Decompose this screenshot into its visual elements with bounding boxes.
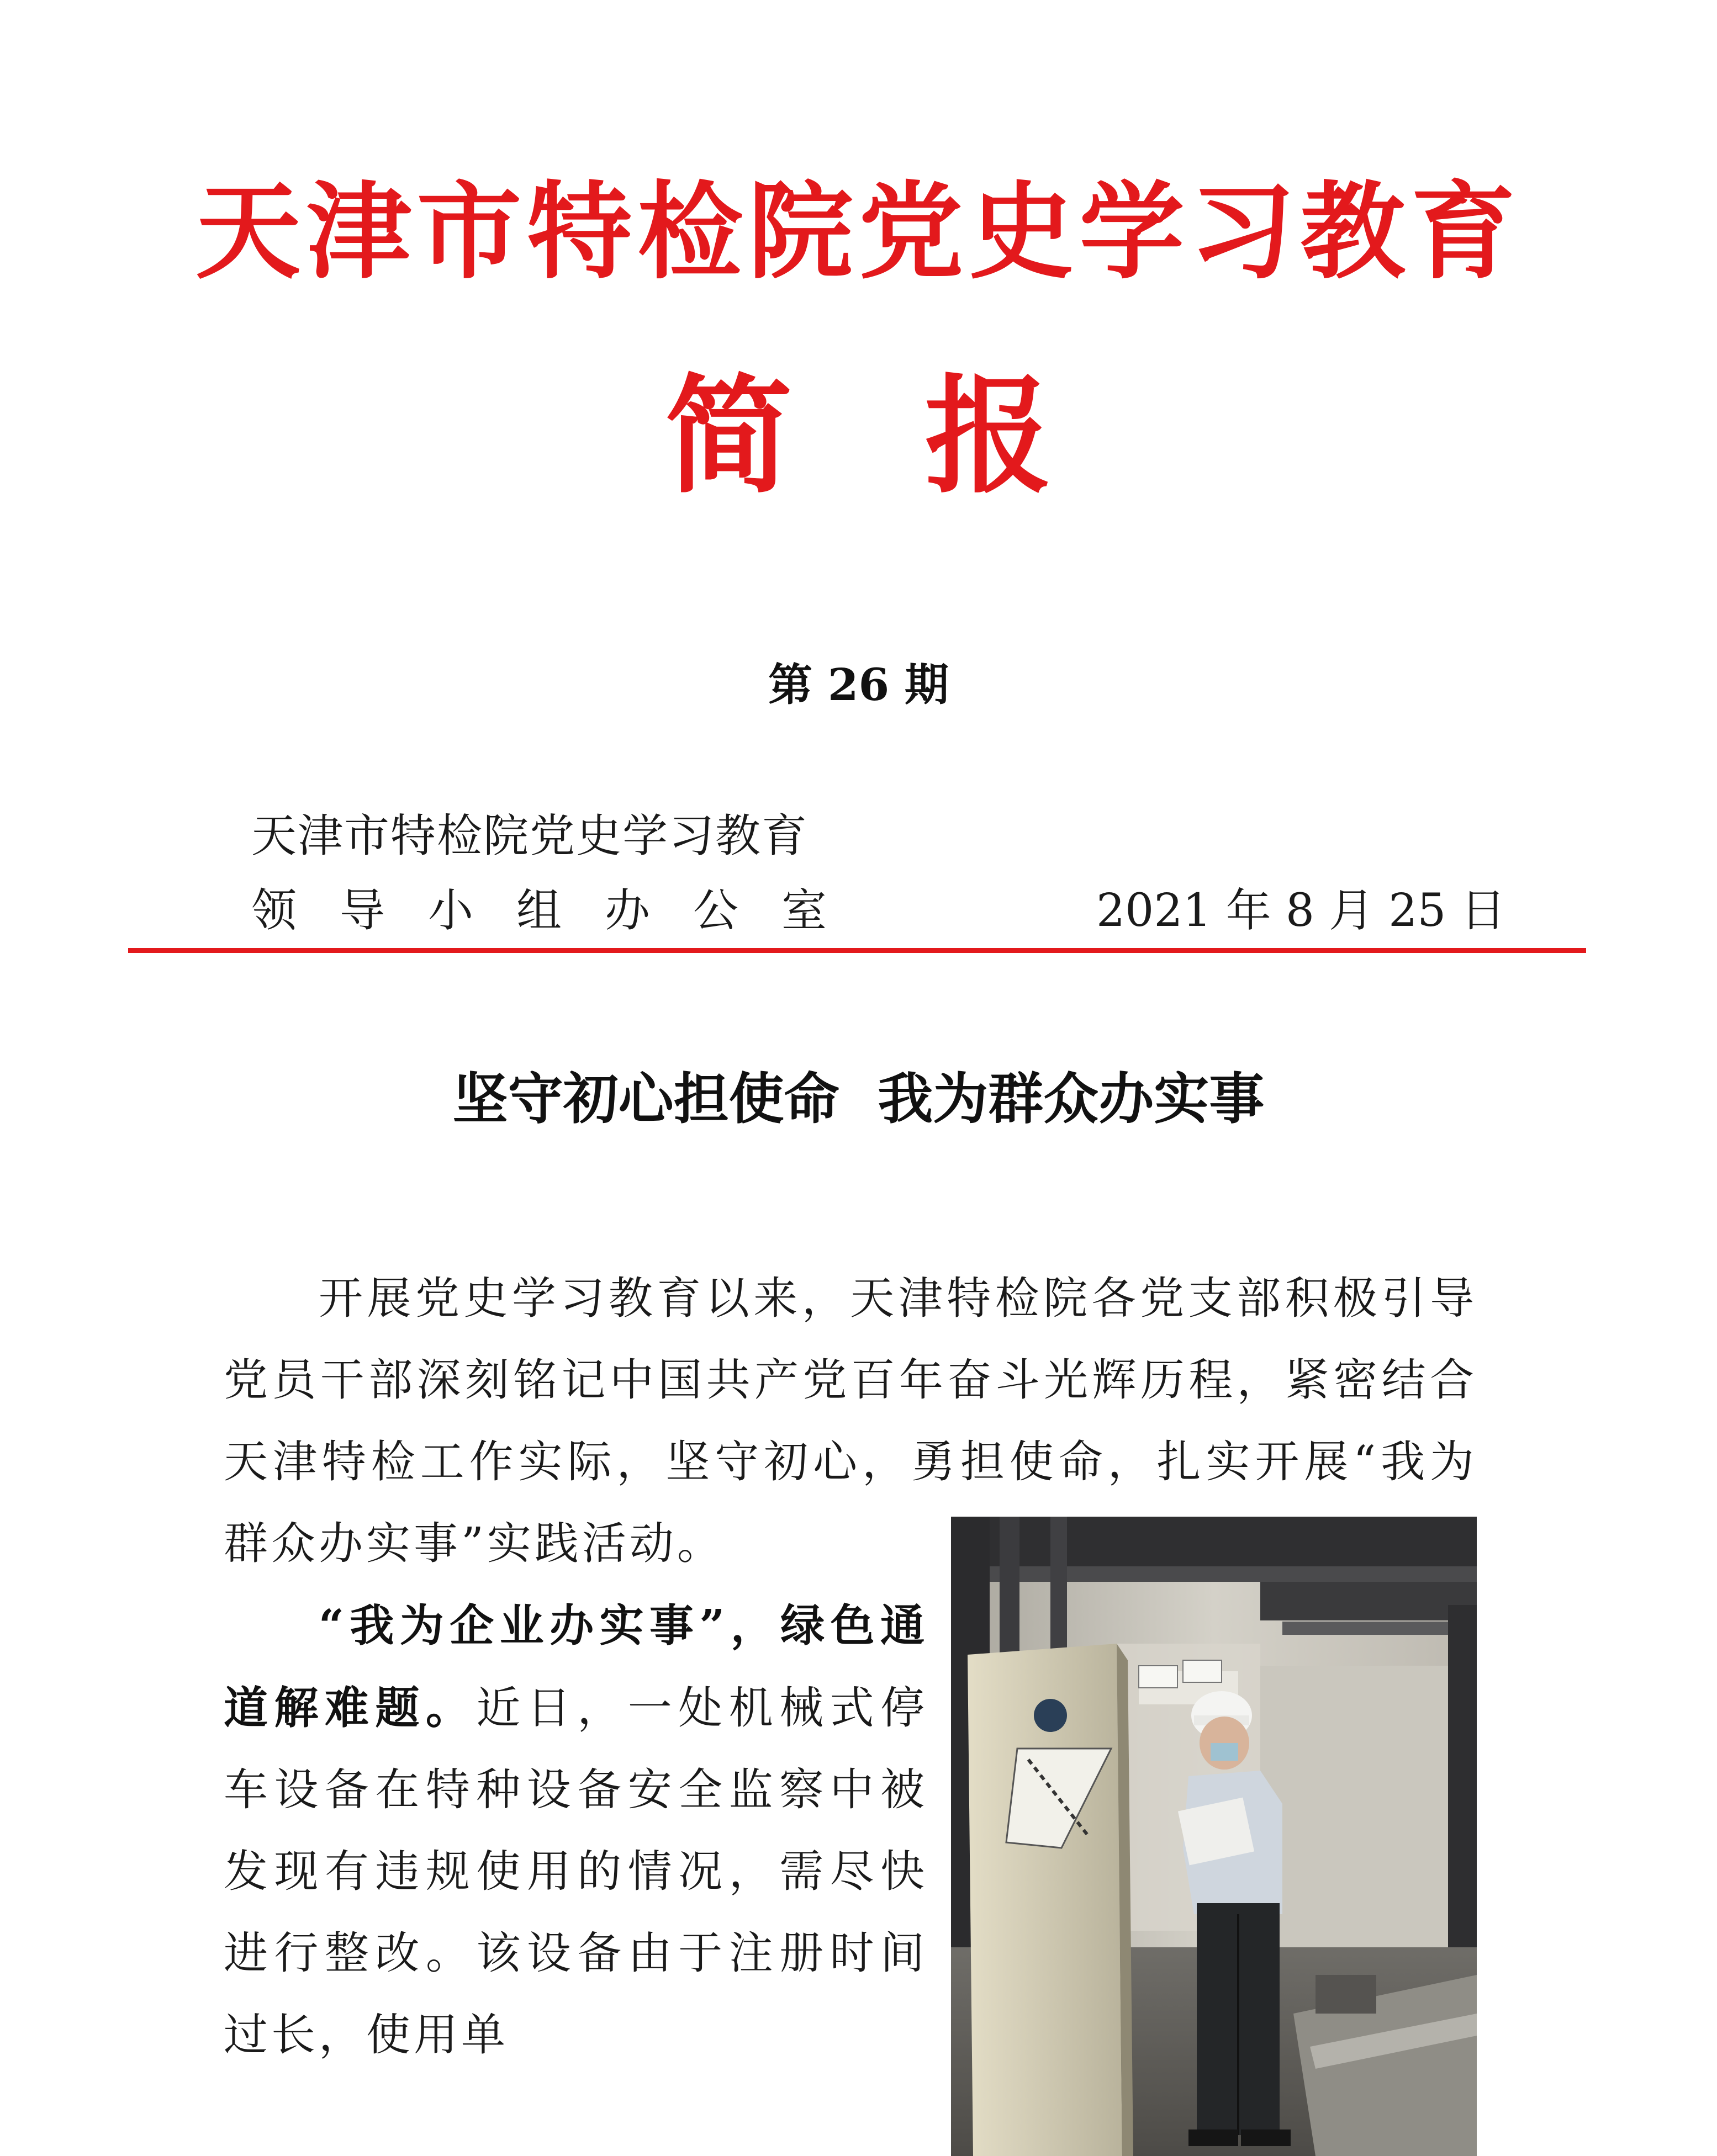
masthead-sub-right: 报 [924,362,1052,511]
issue-number: 第 26 期 [768,659,949,711]
paragraph-lead-bold: “我为企业办实事”，绿色通道解难题。 [224,1599,928,1734]
article-paragraph-1: 开展党史学习教育以来，天津特检院各党支部积极引导党员干部深刻铭记中国共产党百年奋斗光辉历程，紧密结合天津特检工作实际，坚守初心，勇担使命，扎实开展“我为群众办实事”实践活动。 [224,1273,1477,1569]
issuer-line-2: 领导小组办公室 [251,884,870,937]
masthead-bulletin-label [0,359,1717,513]
issuer-line-1: 天津市特检院党史学习教育 [251,810,809,862]
masthead-title: 天津市特检院党史学习教育 [196,170,1521,293]
article-title: 坚守初心担使命 我为群众办实事 [452,1066,1265,1131]
article-paragraph-2 [224,1585,928,2076]
issue-date: 2021 年 8 月 25 日 [1096,884,1506,937]
paragraph-body: 近日，一处机械式停车设备在特种设备安全监察中被发现有违规使用的情况，需尽快进行整改。该设备由于注册时间过长，使用单 [224,1682,928,2060]
masthead-sub-left: 简 [665,362,793,511]
inspection-photo-icon [951,1517,1477,2156]
inspection-photo [951,1517,1477,2156]
red-divider [128,948,1586,953]
